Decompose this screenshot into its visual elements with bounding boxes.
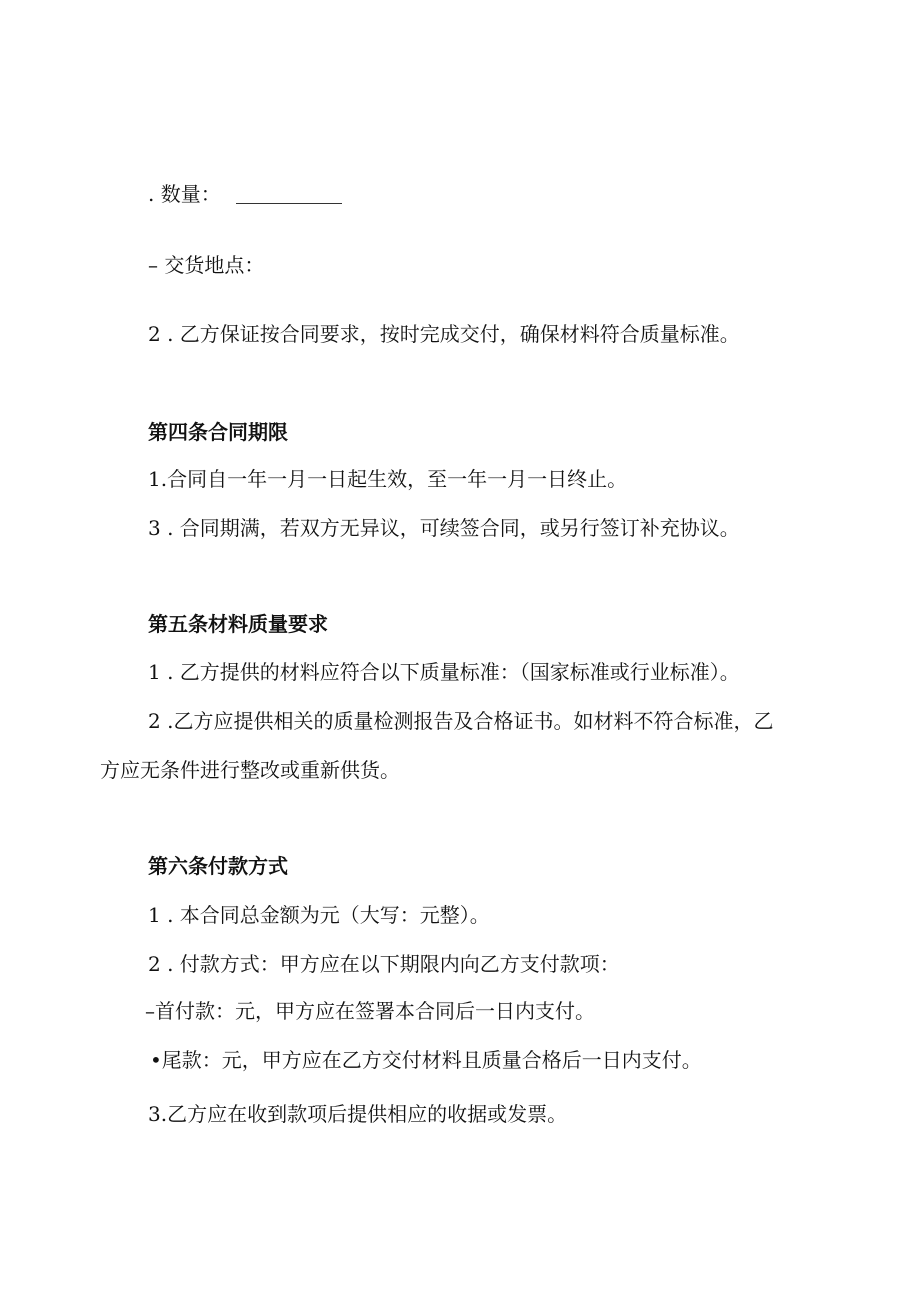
clause5-title: 第五条材料质量要求 [148,612,328,636]
clause6-item-3: 3.乙方应在收到款项后提供相应的收据或发票。 [148,1102,568,1126]
clause5-item-2-line-1: 2 .乙方应提供相关的质量检测报告及合格证书。如材料不符合标准，乙 [148,709,774,733]
clause4-item-1: 1.合同自一年一月一日起生效，至一年一月一日终止。 [148,467,628,491]
clause6-item-2: 2 . 付款方式：甲方应在以下期限内向乙方支付款项： [148,952,620,976]
clause5-item-2-line-2: 方应无条件进行整改或重新供货。 [100,758,400,782]
clause3-item-2: 2 . 乙方保证按合同要求，按时完成交付，确保材料符合质量标准。 [148,322,740,346]
clause6-final-payment: •尾款：元，甲方应在乙方交付材料且质量合格后一日内支付。 [150,1048,702,1072]
quantity-blank-line [236,203,342,204]
clause4-item-3: 3 . 合同期满，若双方无异议，可续签合同，或另行签订补充协议。 [148,516,740,540]
quantity-label: . 数量： [148,182,221,206]
clause6-down-payment: –首付款：元，甲方应在签署本合同后一日内支付。 [145,999,595,1023]
clause6-item-1: 1 . 本合同总金额为元（大写：元整）。 [148,903,490,927]
clause6-title: 第六条付款方式 [148,854,288,878]
delivery-place-label: – 交货地点： [148,253,265,277]
clause5-item-1: 1 . 乙方提供的材料应符合以下质量标准：（国家标准或行业标准）。 [148,660,740,684]
clause4-title: 第四条合同期限 [148,420,288,444]
